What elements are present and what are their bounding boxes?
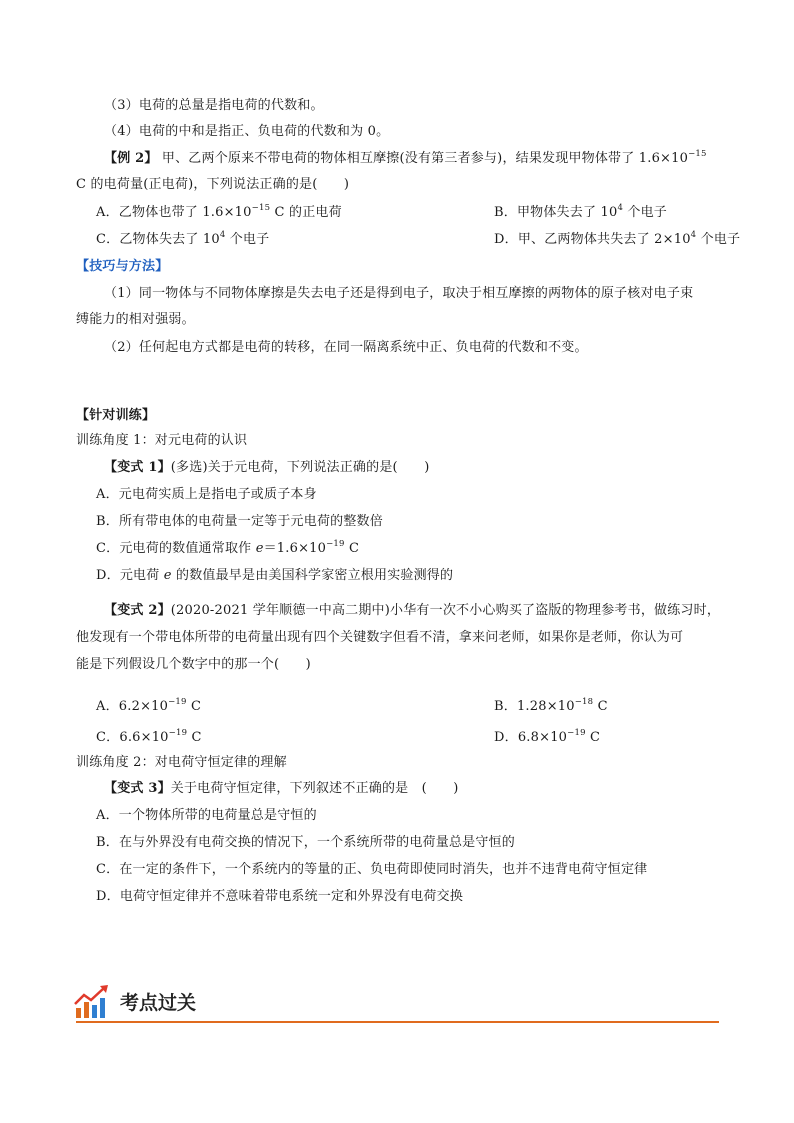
text: D．6.8×10 [494,730,568,745]
text: C．乙物体失去了 10 [96,232,220,247]
exponent: −19 [326,538,345,549]
exponent: 4 [219,229,226,240]
exponent: −15 [688,148,707,159]
variant-2-tag: 【变式 2】 [104,603,171,618]
tip-2 [104,338,588,358]
section-divider [76,1021,719,1023]
text: C [593,699,608,714]
option-b [494,697,608,717]
variant-3-option-a: A．一个物体所带的电荷量总是守恒的 [96,808,317,823]
example-2-question [104,149,707,169]
text: C [187,730,202,745]
text: C 的电荷量(正电荷)，下列说法正确的是( ) [76,177,350,192]
example-2-question-cont [76,175,349,195]
training-angle-2: 训练角度 2：对电荷守恒定律的理解 [76,755,287,770]
example-2-tag: 【例 2】 [104,151,158,166]
text: (多选)关于元电荷，下列说法正确的是( ) [170,460,430,475]
text: ＝1.6×10 [263,541,327,556]
text: A．乙物体也带了 1.6×10 [96,205,252,220]
variant-1-option-d [96,566,453,586]
text: C [186,699,202,714]
symbol-e: e [163,568,172,583]
text: （4）电荷的中和是指正、负电荷的代数和为 0。 [104,124,390,139]
text: （1）同一物体与不同物体摩擦是失去电子还是得到电子，取决于相互摩擦的两物体的原子核对电子束 [104,286,694,301]
text: C．6.6×10 [96,730,169,745]
exponent: −18 [574,696,594,707]
text: C [585,730,601,745]
option-a [96,696,202,714]
training-heading: 【针对训练】 [76,408,156,423]
exponent: −19 [168,727,188,738]
text: C 的正电荷 [270,205,342,220]
text: 缚能力的相对强弱。 [76,312,195,327]
variant-1-option-b: B．所有带电体的电荷量一定等于元电荷的整数倍 [96,514,383,529]
text: C [344,541,360,556]
symbol-e: e [255,541,264,556]
variant-2-question-cont: 他发现有一个带电体所带的电荷量出现有四个关键数字但看不清，拿来问老师，如果你是老师，你认为可 [76,630,684,645]
variant-2-question [104,601,720,621]
text: （3）电荷的总量是指电荷的代数和。 [104,98,324,113]
option-d [494,230,740,250]
text: B．1.28×10 [494,699,575,714]
chart-growth-icon [74,984,112,1020]
text: 个电子 [225,232,270,247]
training-angle-1: 训练角度 1：对元电荷的认识 [76,433,248,448]
text: C．元电荷的数值通常取作 [96,541,256,556]
option-b [494,203,667,223]
variant-2-options-cd [96,728,746,748]
option-d [494,728,600,748]
text: 甲、乙两个原来不带电荷的物体相互摩擦(没有第三者参与)，结果发现甲物体带了 1.6×10 [157,151,689,166]
tips-heading: 【技巧与方法】 [76,259,169,274]
text: D．甲、乙两物体共失去了 2×10 [494,232,691,247]
exponent: −19 [168,696,187,707]
variant-2-options-ab [96,697,746,717]
text: (2020-2021 学年顺德一中高二期中)小华有一次不小心购买了盗版的物理参考书，做练习时， [170,603,721,618]
text: D．元电荷 [96,568,164,583]
option-c [96,727,202,745]
text: 个电子 [696,232,741,247]
exponent: −19 [567,727,586,738]
exponent: 4 [690,229,697,240]
point-3 [104,96,324,116]
variant-2-question-cont2: 能是下列假设几个数字中的那一个( ) [76,657,311,672]
variant-3-tag: 【变式 3】 [104,781,171,796]
variant-1-option-c [96,539,359,559]
tip-1 [104,284,693,304]
option-c [96,229,270,247]
option-a [96,202,342,220]
example-2-options-cd [96,230,746,250]
exponent: 4 [617,202,624,213]
exponent: −15 [251,202,271,213]
text: 个电子 [623,205,667,220]
text: （2）任何起电方式都是电荷的转移，在同一隔离系统中正、负电荷的代数和不变。 [104,340,588,355]
variant-1-tag: 【变式 1】 [104,460,171,475]
tip-1-cont [76,310,195,330]
text: 的数值最早是由美国科学家密立根用实验测得的 [171,568,454,583]
text: A．6.2×10 [96,699,169,714]
point-4 [104,122,389,142]
text: 关于电荷守恒定律，下列叙述不正确的是 ( ) [170,781,459,796]
variant-3-option-b: B．在与外界没有电荷交换的情况下，一个系统所带的电荷量总是守恒的 [96,835,515,850]
variant-1-option-a: A．元电荷实质上是指电子或质子本身 [96,487,317,502]
text: B．甲物体失去了 10 [494,205,618,220]
variant-1-question [104,458,429,478]
variant-3-option-c: C．在一定的条件下，一个系统内的等量的正、负电荷即使同时消失，也并不违背电荷守恒定律 [96,862,648,877]
section-title: 考点过关 [120,992,197,1014]
variant-3-option-d: D．电荷守恒定律并不意味着带电系统一定和外界没有电荷交换 [96,889,464,904]
variant-3-question [104,779,459,799]
example-2-options-ab [96,203,746,223]
